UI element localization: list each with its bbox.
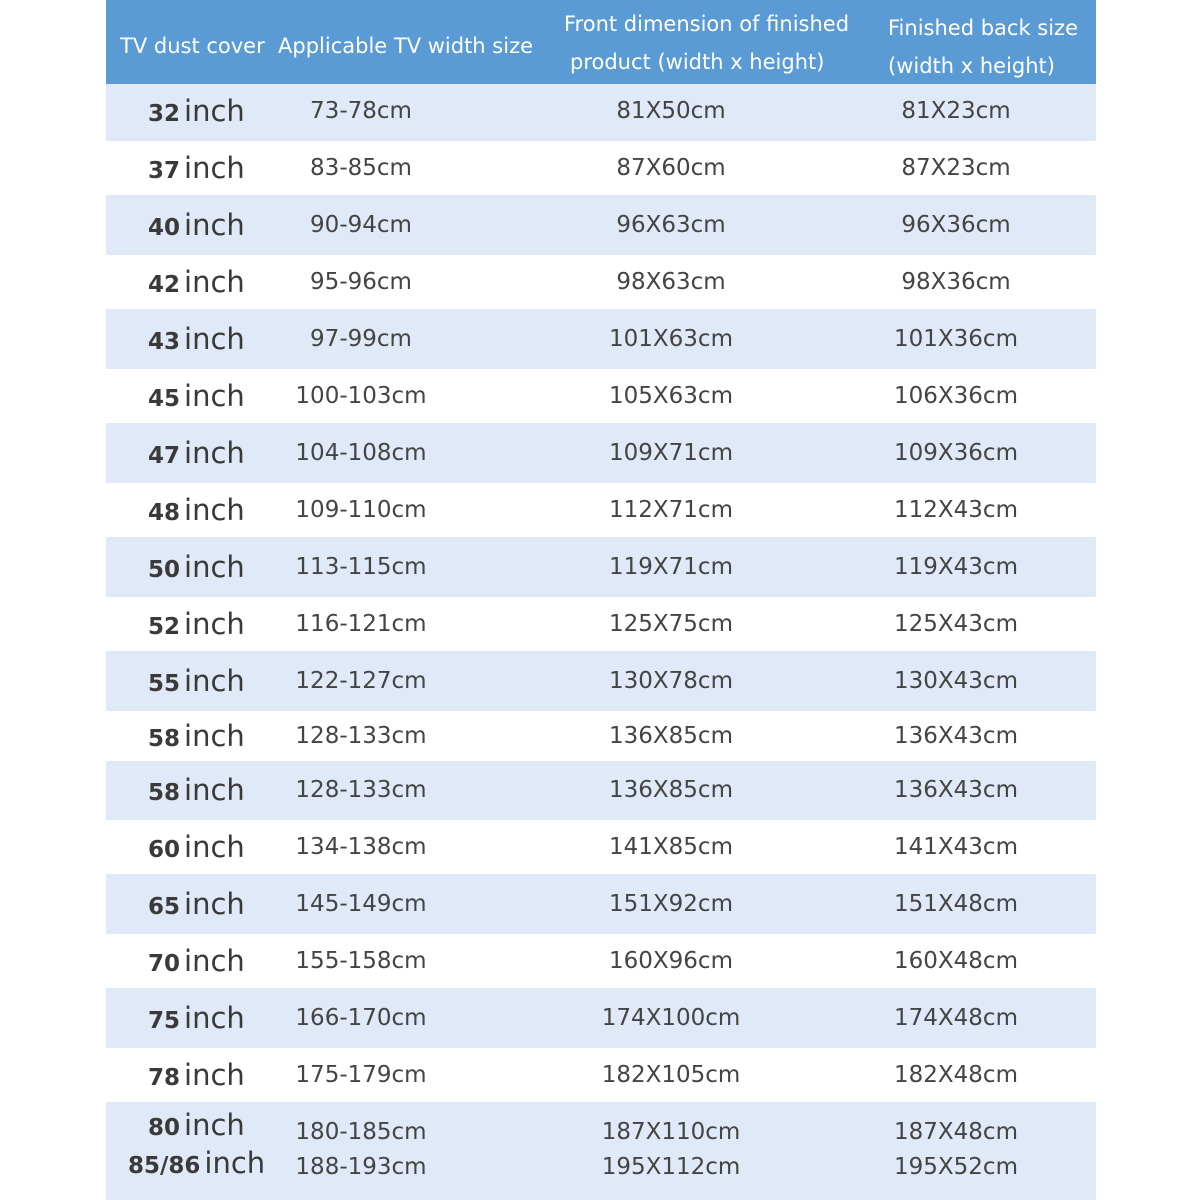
tv-size-number: 80 [148, 1115, 181, 1141]
tv-size-unit: inch [184, 664, 245, 698]
cell-applicable-width: 122-127cm [295, 668, 427, 694]
cell-front-dimension: 87X60cm [616, 155, 726, 181]
cell-back-size: 81X23cm [901, 98, 1011, 124]
tv-size-unit: inch [184, 719, 245, 753]
cell-back-size: 87X23cm [901, 155, 1011, 181]
cell-applicable-width: 83-85cm [310, 155, 412, 181]
tv-size-number: 70 [148, 951, 181, 977]
cell-front-dimension: 130X78cm [609, 668, 733, 694]
tv-size-number: 43 [148, 329, 181, 355]
cell-back-size: 141X43cm [894, 834, 1018, 860]
cell-back-size: 182X48cm [894, 1062, 1018, 1088]
cell-applicable-width: 116-121cm [295, 611, 427, 637]
tv-size-number: 40 [148, 215, 181, 241]
tv-size-unit: inch [184, 607, 245, 641]
cell-front-dimension: 141X85cm [609, 834, 733, 860]
tv-size-number: 65 [148, 894, 181, 920]
tv-size-unit: inch [184, 94, 245, 128]
tv-size-number: 60 [148, 837, 181, 863]
tv-size-number: 42 [148, 272, 181, 298]
cell-front-dimension: 182X105cm [601, 1062, 741, 1088]
tv-size-unit: inch [184, 151, 245, 185]
tv-size-unit: inch [184, 1001, 245, 1035]
cell-applicable-width: 100-103cm [295, 383, 427, 409]
header-back-size-line1: Finished back size [888, 16, 1079, 40]
table-row [106, 991, 1096, 1045]
tv-size-unit: inch [184, 493, 245, 527]
cell-applicable-width: 73-78cm [310, 98, 412, 124]
cell-back-size: 119X43cm [894, 554, 1018, 580]
table-row [106, 540, 1096, 594]
tv-size-unit: inch [184, 830, 245, 864]
cell-applicable-width: 188-193cm [295, 1154, 427, 1180]
cell-front-dimension: 112X71cm [609, 497, 733, 523]
cell-back-size: 174X48cm [894, 1005, 1018, 1031]
cell-back-size: 136X43cm [894, 723, 1018, 749]
tv-size-unit: inch [184, 1108, 245, 1142]
table-row [106, 141, 1096, 195]
tv-size-unit: inch [184, 944, 245, 978]
size-table [106, 0, 1096, 1200]
cell-front-dimension: 98X63cm [616, 269, 726, 295]
table-row [106, 597, 1096, 651]
table-row [106, 312, 1096, 366]
tv-size-unit: inch [184, 379, 245, 413]
cell-applicable-width: 95-96cm [310, 269, 412, 295]
table-row [106, 820, 1096, 874]
cell-applicable-width: 175-179cm [295, 1062, 427, 1088]
cell-applicable-width: 104-108cm [295, 440, 427, 466]
header-front-dimension-line1: Front dimension of finished [564, 12, 850, 36]
table-row [106, 877, 1096, 931]
cell-front-dimension: 151X92cm [609, 891, 733, 917]
cell-front-dimension: 160X96cm [609, 948, 733, 974]
tv-size-unit: inch [204, 1146, 266, 1180]
cell-back-size: 106X36cm [894, 383, 1018, 409]
tv-size-number: 52 [148, 614, 181, 640]
cell-back-size: 195X52cm [894, 1154, 1018, 1180]
cell-applicable-width: 113-115cm [295, 554, 427, 580]
cell-applicable-width: 155-158cm [295, 948, 427, 974]
cell-applicable-width: 90-94cm [310, 212, 412, 238]
cell-applicable-width: 109-110cm [295, 497, 427, 523]
cell-front-dimension: 187X110cm [601, 1119, 741, 1145]
cell-back-size: 98X36cm [901, 269, 1011, 295]
cell-front-dimension: 136X85cm [609, 777, 733, 803]
tv-size-number: 55 [148, 671, 181, 697]
cell-applicable-width: 166-170cm [295, 1005, 427, 1031]
table-row [106, 764, 1096, 816]
table-row [106, 934, 1096, 988]
cell-front-dimension: 109X71cm [609, 440, 733, 466]
cell-back-size: 151X48cm [894, 891, 1018, 917]
tv-size-unit: inch [184, 773, 245, 807]
tv-size-unit: inch [184, 265, 245, 299]
tv-size-unit: inch [184, 436, 245, 470]
tv-size-unit: inch [184, 887, 245, 921]
tv-size-number: 32 [148, 101, 181, 127]
tv-size-number: 37 [148, 158, 181, 184]
cell-front-dimension: 125X75cm [609, 611, 733, 637]
tv-size-number: 48 [148, 500, 181, 526]
table-row [106, 369, 1096, 423]
tv-size-number: 75 [148, 1008, 181, 1034]
tv-size-unit: inch [184, 1058, 245, 1092]
table-row [106, 255, 1096, 309]
cell-back-size: 136X43cm [894, 777, 1018, 803]
table-row [106, 483, 1096, 537]
cell-back-size: 112X43cm [894, 497, 1018, 523]
tv-size-number: 78 [148, 1065, 181, 1091]
cell-back-size: 109X36cm [894, 440, 1018, 466]
tv-size-unit: inch [184, 550, 245, 584]
cell-front-dimension: 96X63cm [616, 212, 726, 238]
table-header [106, 0, 1096, 84]
cell-applicable-width: 134-138cm [295, 834, 427, 860]
cell-front-dimension: 136X85cm [609, 723, 733, 749]
header-front-dimension-line2: product (width x height) [570, 50, 825, 74]
cell-back-size: 160X48cm [894, 948, 1018, 974]
header-back-size-line2: (width x height) [888, 54, 1055, 78]
cell-back-size: 125X43cm [894, 611, 1018, 637]
cell-back-size: 130X43cm [894, 668, 1018, 694]
cell-applicable-width: 97-99cm [310, 326, 412, 352]
cell-front-dimension: 101X63cm [609, 326, 733, 352]
cell-front-dimension: 81X50cm [616, 98, 726, 124]
cell-front-dimension: 174X100cm [601, 1005, 741, 1031]
cell-front-dimension: 105X63cm [609, 383, 733, 409]
header-applicable-width: Applicable TV width size [278, 34, 534, 58]
tv-size-number: 45 [148, 386, 181, 412]
cell-front-dimension: 119X71cm [609, 554, 733, 580]
tv-size-unit: inch [184, 322, 245, 356]
tv-size-number: 47 [148, 443, 181, 469]
cell-back-size: 187X48cm [894, 1119, 1018, 1145]
table-row [106, 1048, 1096, 1102]
table-row [106, 654, 1096, 708]
cell-applicable-width: 145-149cm [295, 891, 427, 917]
tv-size-number: 85/86 [128, 1153, 201, 1179]
table-row [106, 1105, 1096, 1145]
tv-size-number: 58 [148, 780, 181, 806]
table-row [106, 1145, 1096, 1197]
cell-applicable-width: 128-133cm [295, 777, 427, 803]
header-tv-dust-cover: TV dust cover [120, 34, 265, 58]
cell-front-dimension: 195X112cm [601, 1154, 741, 1180]
table-row [106, 84, 1096, 138]
table-row [106, 198, 1096, 252]
cell-applicable-width: 180-185cm [295, 1119, 427, 1145]
tv-size-unit: inch [184, 208, 245, 242]
cell-back-size: 101X36cm [894, 326, 1018, 352]
table-row [106, 711, 1096, 761]
table-row [106, 426, 1096, 480]
tv-size-number: 58 [148, 726, 181, 752]
tv-size-number: 50 [148, 557, 181, 583]
cell-applicable-width: 128-133cm [295, 723, 427, 749]
cell-back-size: 96X36cm [901, 212, 1011, 238]
